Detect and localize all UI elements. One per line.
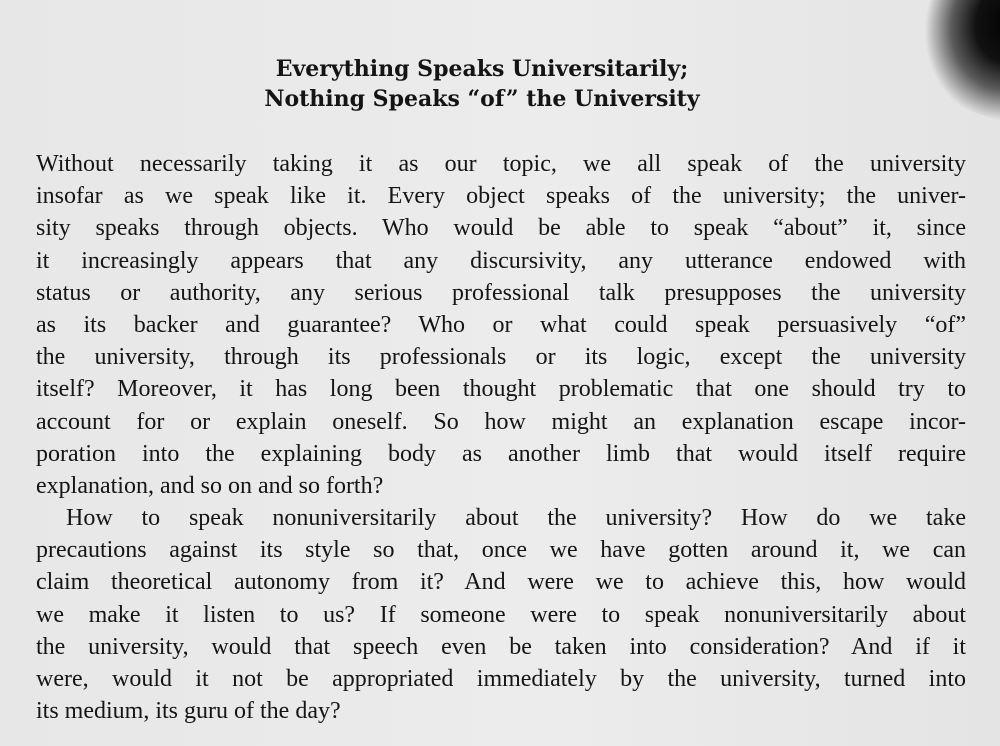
- text-line: status or authority, any serious professional talk presupposes the university: [36, 279, 966, 306]
- heading-line-2: Nothing Speaks “of” the University: [264, 86, 700, 112]
- text-line: were, would it not be appropriated immediately by the university, turned into: [36, 666, 966, 692]
- text-line: we make it listen to us? If someone were to speak nonuniversitarily about: [36, 601, 966, 628]
- text-line: as its backer and guarantee? Who or what could speak persuasively “of”: [36, 311, 966, 338]
- text-line: poration into the explaining body as another limb that would itself require: [36, 440, 966, 467]
- text-line: it increasingly appears that any discursivity, any utterance endowed with: [36, 247, 966, 274]
- text-line: explanation, and so on and so forth?: [36, 472, 384, 499]
- text-line: How to speak nonuniversitarily about the university? How do we take: [66, 505, 966, 532]
- text-line: sity speaks through objects. Who would be able to speak “about” it, since: [36, 215, 966, 242]
- text-line: account for or explain oneself. So how might an explanation escape incor-: [36, 408, 966, 435]
- text-line: itself? Moreover, it has long been thought problematic that one should try to: [36, 376, 966, 403]
- text-line: insofar as we speak like it. Every object speaks of the university; the univer-: [36, 183, 966, 210]
- text-line: Without necessarily taking it as our topic, we all speak of the university: [36, 151, 966, 177]
- text-line: its medium, its guru of the day?: [36, 698, 341, 725]
- text-line: precautions against its style so that, once we have gotten around it, we can: [36, 537, 966, 564]
- text-line: the university, through its professionals or its logic, except the university: [36, 344, 966, 371]
- text-line: claim theoretical autonomy from it? And were we to achieve this, how would: [36, 569, 966, 596]
- section-heading: [0, 54, 964, 114]
- text-line: the university, would that speech even be taken into consideration? And if it: [36, 633, 966, 660]
- body-text: [36, 148, 966, 727]
- heading-line-1: Everything Speaks Universitarily;: [275, 56, 689, 82]
